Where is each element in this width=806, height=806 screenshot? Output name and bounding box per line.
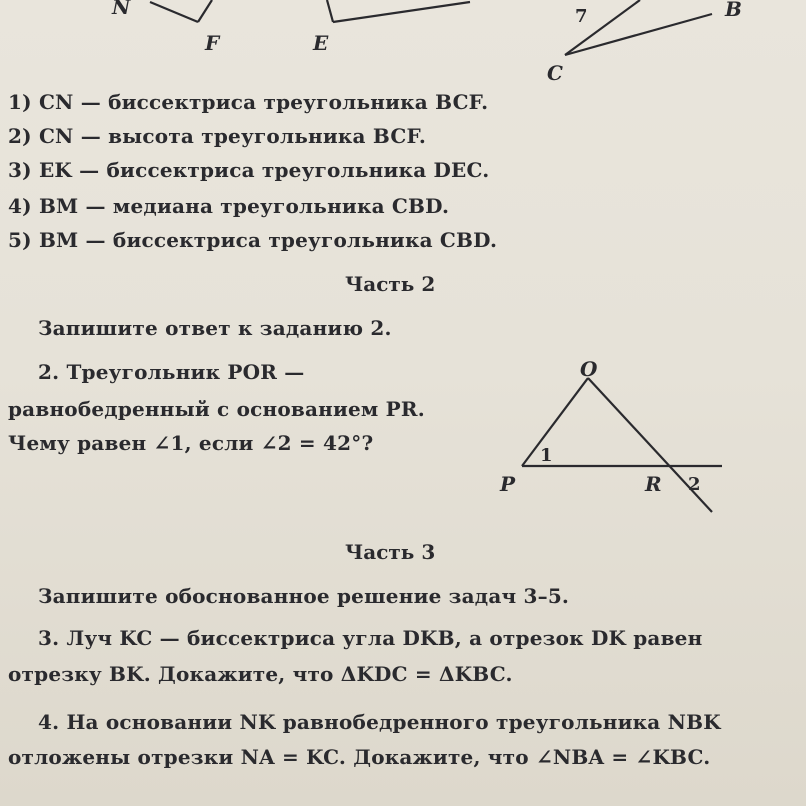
task1-option-4: 4) BM — медиана треугольника CBD. (8, 194, 450, 218)
label-seven: 7 (575, 6, 588, 27)
task3-text-line2: отрезку BK. Докажите, что ΔKDC = ΔKBC. (8, 662, 513, 686)
label-p: P (500, 472, 516, 496)
fig-f-edge-1 (150, 2, 198, 22)
task2-text-line3: Чему равен ∠1, если ∠2 = 42°? (8, 431, 374, 455)
angle-2-label: 2 (688, 474, 701, 495)
part3-heading: Часть 3 (345, 540, 436, 564)
task4-text-line1: 4. На основании NK равнобедренного треугольника NBK (38, 710, 721, 734)
task1-option-2: 2) CN — высота треугольника BCF. (8, 124, 427, 148)
label-n: N (112, 0, 131, 19)
label-r: R (645, 472, 662, 496)
label-b: B (725, 0, 742, 21)
label-f: F (205, 31, 220, 55)
part3-instruction: Запишите обоснованное решение задач 3–5. (38, 584, 570, 608)
label-c: C (547, 61, 563, 85)
fig-f-edge-2 (198, 0, 212, 22)
label-o: O (580, 357, 598, 381)
task4-text-line2: отложены отрезки NA = KC. Докажите, что ∠NBA = ∠KBC. (8, 745, 711, 769)
side-po (522, 378, 588, 466)
task3-text-line1: 3. Луч KC — биссектриса угла DKB, а отрезок DK равен (38, 626, 703, 650)
task1-option-1: 1) CN — биссектриса треугольника BCF. (8, 90, 489, 114)
task2-text-line2: равнобедренный с основанием PR. (8, 397, 425, 421)
label-e: E (313, 31, 329, 55)
fig-e-edge-2 (333, 2, 470, 22)
part2-heading: Часть 2 (345, 272, 436, 296)
task1-option-5: 5) BM — биссектриса треугольника CBD. (8, 228, 498, 252)
task1-option-3: 3) EK — биссектриса треугольника DEC. (8, 158, 490, 182)
part2-instruction: Запишите ответ к заданию 2. (38, 316, 392, 340)
task2-text-line1: 2. Треугольник POR — (38, 360, 305, 384)
fig-e-edge-1 (327, 0, 333, 22)
angle-1-label: 1 (540, 445, 553, 466)
